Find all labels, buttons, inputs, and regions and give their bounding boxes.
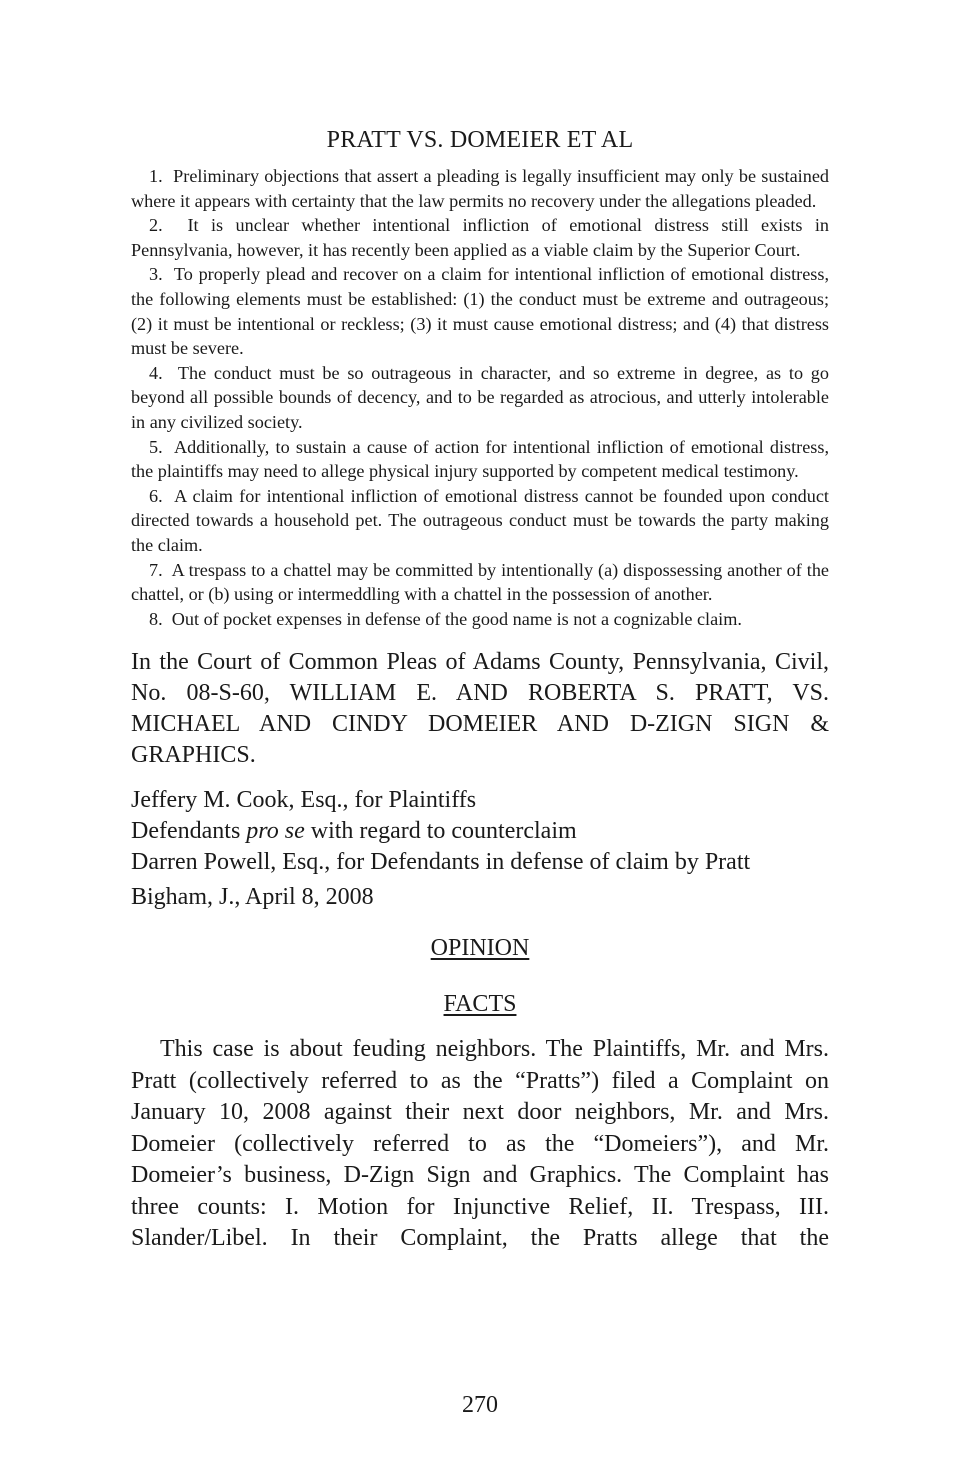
headnote-text: A trespass to a chattel may be committed by intentionally (a) dispossessing another of the chattel, or (b) using or intermeddling with a chattel in the possession of another. (131, 559, 829, 605)
counsel-block (131, 785, 829, 878)
counsel-plaintiffs: Jeffery M. Cook, Esq., for Plaintiffs (131, 787, 477, 814)
running-head: PRATT VS. DOMEIER ET AL (326, 127, 634, 153)
opinion-heading: OPINION (430, 935, 530, 962)
headnote-text: The conduct must be so outrageous in character, and so extreme in degree, as to go beyond all possible bounds of decency, and to be regarded as atrocious, and utterly intolerable in any civilized society. (131, 362, 829, 432)
headnote-text: It is unclear whether intentional infliction of emotional distress still exists in Pennsylvania, however, it has recently been applied as a viable claim by the Superior Court. (131, 215, 829, 260)
headnote-number: 4. (149, 362, 163, 383)
facts-heading: FACTS (443, 991, 517, 1018)
headnote-text: Out of pocket expenses in defense of the good name is not a cognizable claim. (171, 608, 742, 629)
headnote-number: 3. (149, 264, 163, 285)
headnote-7 (131, 558, 829, 607)
counsel-defendants-prefix: Defendants (131, 818, 247, 845)
headnote-text: A claim for intentional infliction of emotional distress cannot be founded upon conduct directed towards a household pet. The outrageous conduct must be towards the party making the claim. (131, 485, 829, 555)
headnote-1 (131, 164, 829, 213)
judge-line: Bigham, J., April 8, 2008 (131, 884, 374, 911)
counsel-defendants (131, 816, 829, 847)
headnotes (131, 164, 829, 631)
headnote-3 (131, 262, 829, 360)
headnote-text: Additionally, to sustain a cause of action for intentional infliction of emotional distress, the plaintiffs may need to allege physical injury supported by competent medical testimony. (131, 436, 830, 482)
headnote-4 (131, 361, 829, 435)
counsel-defendants-italic: pro se (246, 818, 305, 845)
headnote-number: 1. (149, 166, 163, 186)
headnote-8 (131, 607, 829, 632)
case-caption: In the Court of Common Pleas of Adams County, Pennsylvania, Civil, No. 08-S-60, WILLIAM E. AND ROBERTA S. PRATT, VS. MICHAEL AND CINDY DOMEIER AND D-ZIGN SIGN & GRAPHICS. (131, 649, 829, 769)
headnote-5 (131, 435, 829, 484)
headnote-6 (131, 484, 829, 558)
page-content (131, 124, 829, 1255)
headnote-text: To properly plead and recover on a claim for intentional infliction of emotional distress, the following elements must be established: (1) the conduct must be extreme and outrageous; (2) it must be intentional or reckless; (3) it must cause emotional distress; and (4) that distress must be severe. (131, 264, 830, 359)
headnote-number: 2. (149, 215, 163, 236)
headnote-number: 8. (149, 608, 163, 629)
headnote-number: 7. (149, 559, 163, 580)
headnote-2 (131, 213, 829, 262)
headnote-number: 5. (149, 436, 163, 457)
page-number: 270 (462, 1392, 498, 1418)
headnote-number: 6. (149, 485, 163, 506)
body-paragraph: This case is about feuding neighbors. The Plaintiffs, Mr. and Mrs. Pratt (collectively referred to as the “Pratts”) filed a Complaint on January 10, 2008 against their next door neighbors, Mr. and Mrs. Domeier (collectively referred to as the “Domeiers”), and Mr. Domeier’s business, D-Zign Sign and Graphics. The Complaint has three counts: I. Motion for Injunctive Relief, II. Trespass, III. Slander/Libel. In their Complaint, the Pratts allege that the (131, 1036, 829, 1252)
counsel-defendants-suffix: with regard to counterclaim (304, 818, 577, 845)
headnote-text: Preliminary objections that assert a pleading is legally insufficient may only be sustained where it appears with certainty that the law permits no recovery under the allegations pleaded. (131, 166, 829, 211)
counsel-defense: Darren Powell, Esq., for Defendants in defense of claim by Pratt (131, 849, 751, 876)
